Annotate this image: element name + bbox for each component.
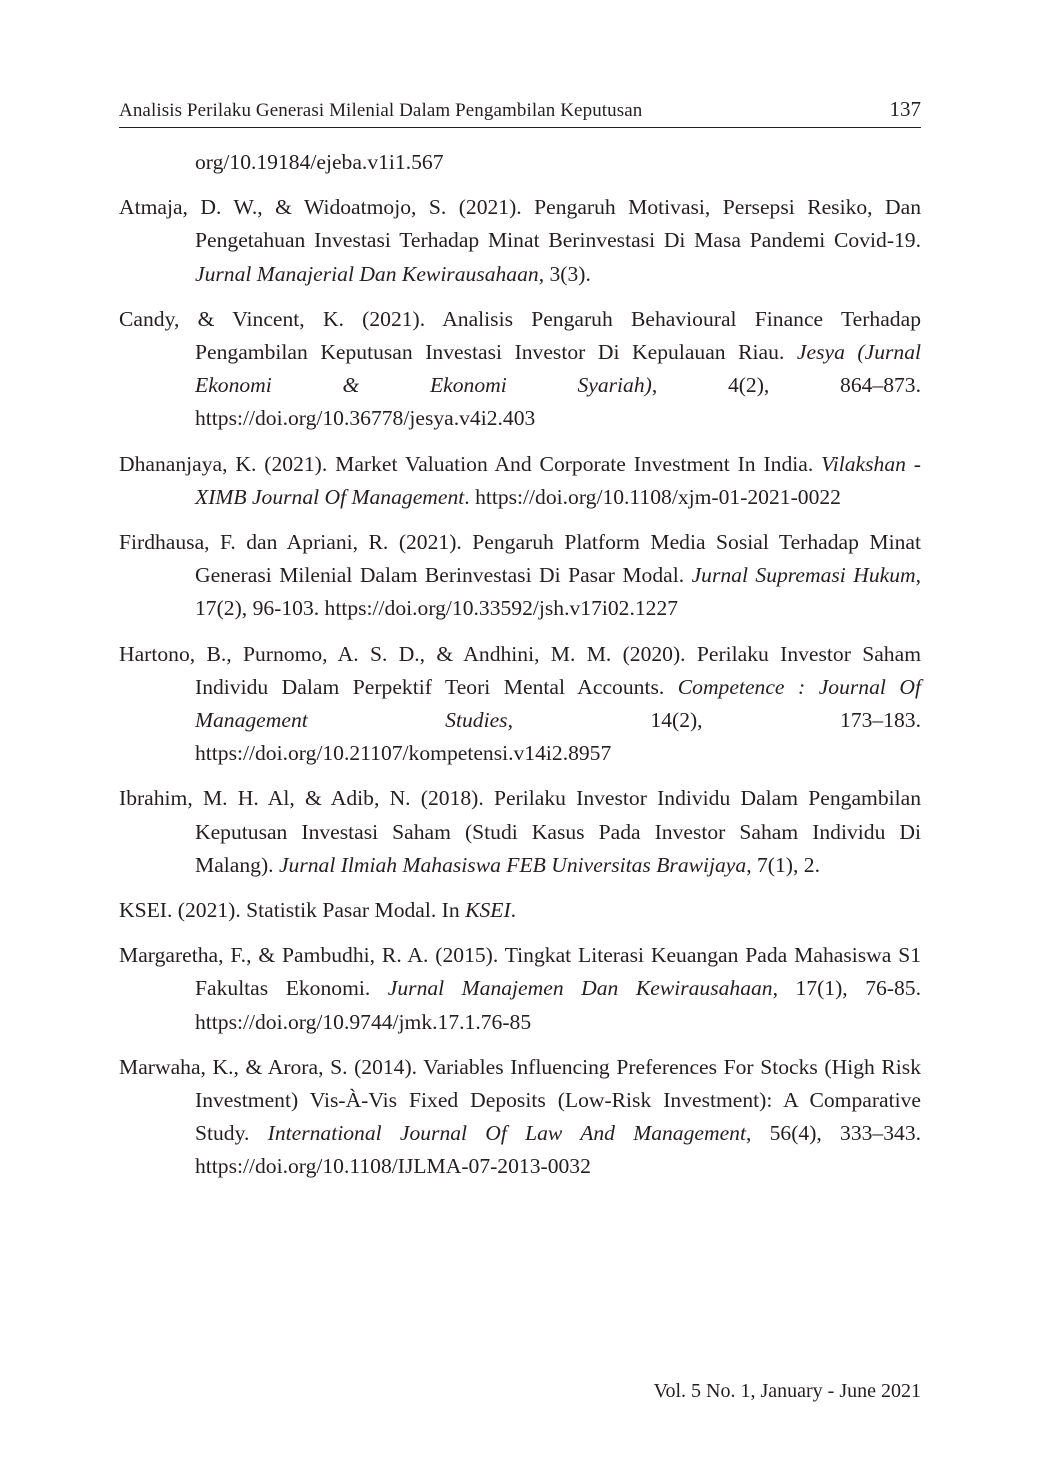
running-title: Analisis Perilaku Generasi Milenial Dalam Pengambilan Keputusan — [119, 100, 643, 121]
issue-footer: Vol. 5 No. 1, January - June 2021 — [653, 1380, 921, 1402]
running-header — [119, 94, 921, 128]
reference-entry: Hartono, B., Purnomo, A. S. D., & Andhini, M. M. (2020). Perilaku Investor Saham Individu Dalam Perpektif Teori Mental Accounts. Competence : Journal Of Management Studies, 14(2), 173–183. https://doi.org/10.21107/kompetensi.v14i2.8957 — [119, 641, 921, 766]
reference-entry: Firdhausa, F. dan Apriani, R. (2021). Pengaruh Platform Media Sosial Terhadap Minat Generasi Milenial Dalam Berinvestasi Di Pasar Modal. Jurnal Supremasi Hukum, 17(2), 96-103. https://doi.org/10.33592/jsh.v17i02.1227 — [119, 530, 921, 621]
reference-entry: KSEI. (2021). Statistik Pasar Modal. In KSEI. — [119, 898, 517, 923]
reference-entry: Dhananjaya, K. (2021). Market Valuation And Corporate Investment In India. Vilakshan - XIMB Journal Of Management. https://doi.org/10.1108/xjm-01-2021-0022 — [119, 451, 921, 509]
page-number: 137 — [889, 97, 921, 121]
reference-list — [119, 146, 921, 1196]
reference-entry: Ibrahim, M. H. Al, & Adib, N. (2018). Perilaku Investor Individu Dalam Pengambilan Keputusan Investasi Saham (Studi Kasus Pada Investor Saham Individu Di Malang). Jurnal Ilmiah Mahasiswa FEB Universitas Brawijaya, 7(1), 2. — [119, 786, 921, 877]
reference-entry: Margaretha, F., & Pambudhi, R. A. (2015). Tingkat Literasi Keuangan Pada Mahasiswa S1 Fakultas Ekonomi. Jurnal Manajemen Dan Kewirausahaan, 17(1), 76-85. https://doi.org/10.9744/jmk.17.1.76-85 — [119, 943, 921, 1034]
reference-entry: Candy, & Vincent, K. (2021). Analisis Pengaruh Behavioural Finance Terhadap Pengambilan Keputusan Investasi Investor Di Kepulauan Riau. Jesya (Jurnal Ekonomi & Ekonomi Syariah), 4(2), 864–873. https://doi.org/10.36778/jesya.v4i2.403 — [119, 306, 921, 431]
reference-entry: org/10.19184/ejeba.v1i1.567 — [195, 150, 444, 174]
reference-entry: Marwaha, K., & Arora, S. (2014). Variables Influencing Preferences For Stocks (High Risk Investment) Vis-À-Vis Fixed Deposits (Low-Risk Investment): A Comparative Study. International Journal Of Law And Management, 56(4), 333–343. https://doi.org/10.1108/IJLMA-07-2013-0032 — [119, 1054, 922, 1179]
reference-entry: Atmaja, D. W., & Widoatmojo, S. (2021). Pengaruh Motivasi, Persepsi Resiko, Dan Pengetahuan Investasi Terhadap Minat Berinvestasi Di Masa Pandemi Covid-19. Jurnal Manajerial Dan Kewirausahaan, 3(3). — [119, 195, 921, 286]
